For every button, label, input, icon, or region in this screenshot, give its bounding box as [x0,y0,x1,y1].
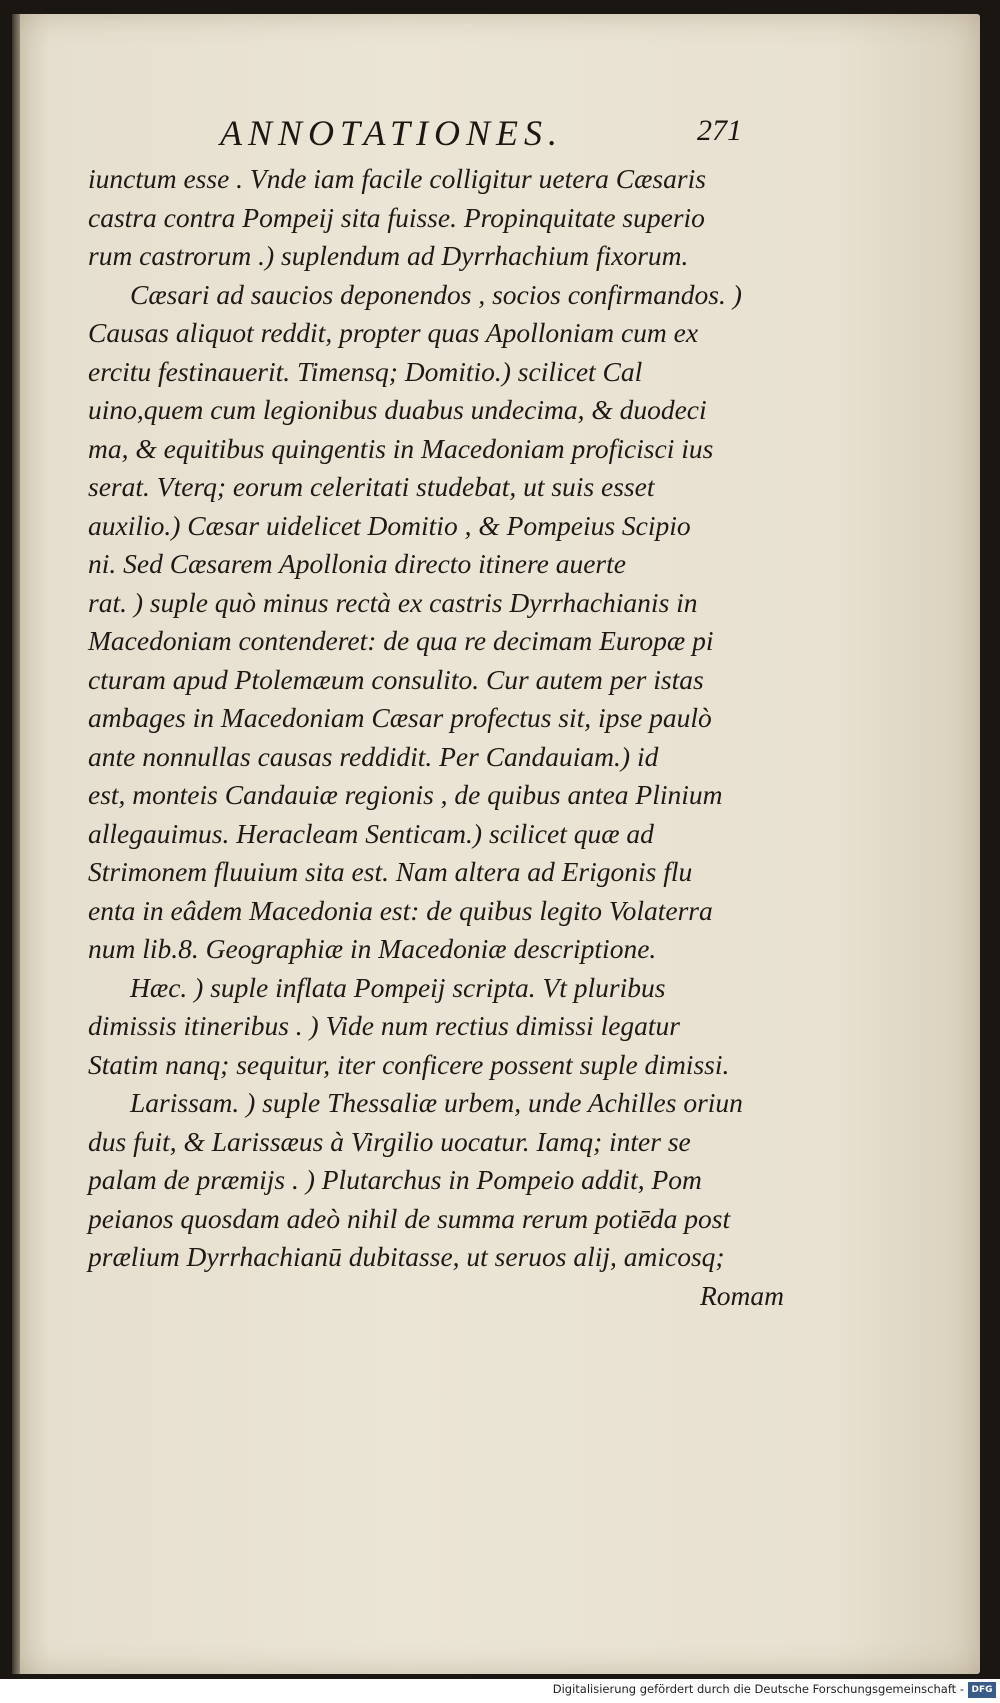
text-line: est, monteis Candauiæ regionis , de quibus antea Plinium [88,779,723,810]
text-block [88,160,788,1315]
text-line: ambages in Macedoniam Cæsar profectus sit, ipse paulò [88,702,712,733]
text-line: ni. Sed Cæsarem Apollonia directo itinere auerte [88,548,626,579]
text-line: ercitu festinauerit. Timensq; Domitio.) scilicet Cal [88,355,643,387]
text-line: auxilio.) Cæsar uidelicet Domitio , & Pompeius Scipio [88,509,691,541]
text-line: rum castrorum .) suplendum ad Dyrrhachium fixorum. [88,240,689,271]
text-line: Larissam. ) suple Thessaliæ urbem, unde Achilles oriun [130,1087,743,1118]
text-line: allegauimus. Heracleam Senticam.) scilicet quæ ad [88,817,654,849]
text-line: peianos quosdam adeò nihil de summa rerum potiēda post [88,1202,731,1234]
page-header [0,112,1000,152]
text-line: iunctum esse . Vnde iam facile colligitur uetera Cæsaris [88,163,706,194]
text-line: castra contra Pompeij sita fuisse. Propinquitate superio [88,201,705,233]
text-line: prælium Dyrrhachianū dubitasse, ut seruos alij, amicosq; [88,1241,725,1272]
page-gutter [12,14,20,1674]
text-line: dus fuit, & Larissæus à Virgilio uocatur. Iamq; inter se [88,1125,691,1157]
text-line: rat. ) suple quò minus rectà ex castris Dyrrhachianis in [88,586,698,618]
funding-credit: Digitalisierung gefördert durch die Deutsche Forschungsgemeinschaft - [552,1682,964,1696]
text-line: cturam apud Ptolemæum consulito. Cur autem per istas [88,663,704,695]
text-line: ma, & equitibus quingentis in Macedoniam proficisci ius [88,432,714,464]
text-line: num lib.8. Geographiæ in Macedoniæ descriptione. [88,933,657,964]
text-line: Hæc. ) suple inflata Pompeij scripta. Vt pluribus [130,971,666,1003]
text-line: dimissis itineribus . ) Vide num rectius dimissi legatur [88,1010,681,1041]
text-line: serat. Vterq; eorum celeritati studebat, ut suis esset [88,471,655,502]
text-line: Strimonem fluuium sita est. Nam altera ad Erigonis flu [88,856,693,887]
text-line: ante nonnullas causas reddidit. Per Candauiam.) id [88,740,659,772]
text-line: uino,quem cum legionibus duabus undecima, & duodeci [88,394,707,425]
page-number: 271 [697,114,742,147]
catchword: Romam [699,1279,784,1311]
text-line: Macedoniam contenderet: de qua re decimam Europæ pi [88,625,714,656]
text-line: Cæsari ad saucios deponendos , socios confirmandos. ) [130,278,742,310]
footer-bar [0,1679,1000,1703]
text-line: Causas aliquot reddit, propter quas Apolloniam cum ex [88,317,699,348]
text-line: Statim nanq; sequitur, iter conficere possent suple dimissi. [88,1048,730,1080]
text-line: enta in eâdem Macedonia est: de quibus legito Volaterra [88,894,713,926]
dfg-logo: DFG [968,1682,996,1698]
running-head: ANNOTATIONES. [220,113,564,153]
text-line: palam de præmijs . ) Plutarchus in Pompeio addit, Pom [88,1164,702,1195]
